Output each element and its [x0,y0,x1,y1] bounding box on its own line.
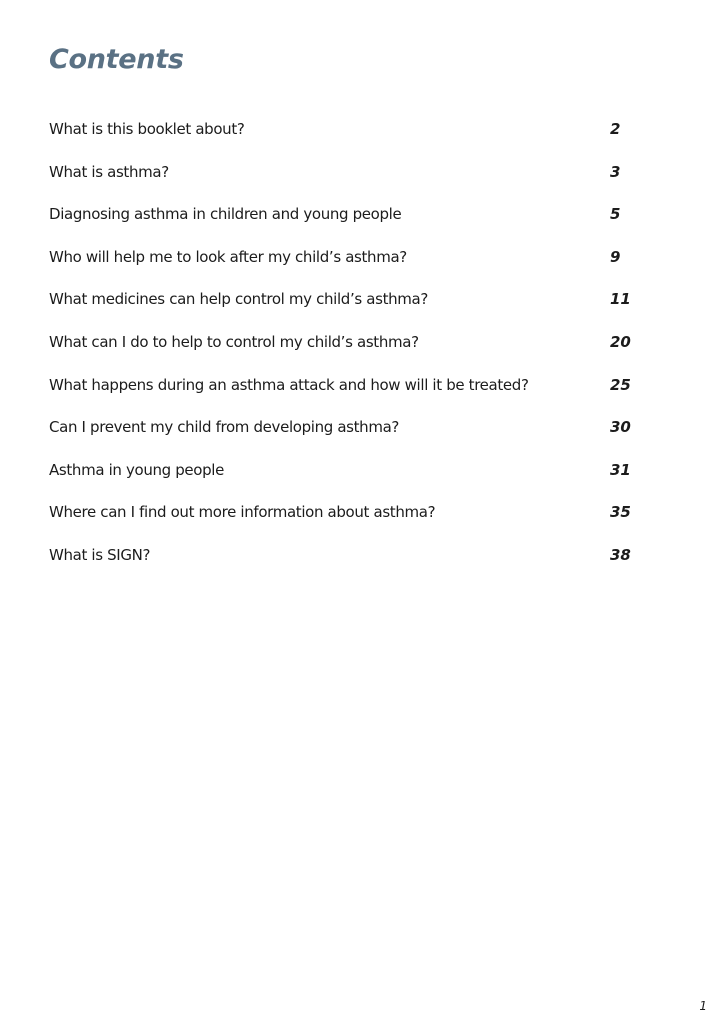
toc-entry-page-number: 3 [610,162,621,181]
toc-entry-label: Diagnosing asthma in children and young people [49,205,402,224]
toc-entry-label: Where can I find out more information about asthma? [49,503,436,522]
toc-entry-page-number: 11 [610,290,631,309]
toc-entry-diagnosing-asthma[interactable] [49,202,649,245]
toc-entry-what-is-asthma[interactable] [49,160,649,203]
toc-entry-label: Asthma in young people [49,460,224,479]
page-title: Contents [49,44,184,75]
toc-entry-prevent-asthma[interactable] [49,415,649,458]
toc-entry-page-number: 35 [610,503,631,522]
toc-entry-page-number: 9 [610,247,621,266]
toc-entry-label: What is SIGN? [49,545,151,564]
toc-entry-label: What is this booklet about? [49,120,245,138]
toc-entry-page-number: 38 [610,545,631,564]
toc-entry-what-is-sign[interactable] [49,543,649,586]
toc-entry-booklet-about[interactable] [49,117,649,160]
page-number: 1 [699,999,707,1013]
toc-entry-page-number: 31 [610,460,631,479]
toc-entry-page-number: 2 [610,120,621,138]
toc-entry-label: What can I do to help to control my child’s asthma? [49,332,419,351]
toc-entry-who-will-help[interactable] [49,245,649,288]
toc-entry-label: Who will help me to look after my child’s asthma? [49,247,407,266]
toc-entry-page-number: 25 [610,375,631,394]
toc-entry-page-number: 5 [610,205,621,224]
toc-entry-label: Can I prevent my child from developing asthma? [49,418,400,437]
toc-entry-label: What medicines can help control my child’s asthma? [49,290,428,309]
toc-entry-label: What happens during an asthma attack and how will it be treated? [49,375,529,394]
toc-entry-more-information[interactable] [49,500,649,543]
table-of-contents [49,117,649,586]
toc-entry-page-number: 30 [610,418,631,437]
toc-entry-young-people[interactable] [49,458,649,501]
toc-entry-asthma-attack[interactable] [49,373,649,416]
toc-entry-page-number: 20 [610,332,631,351]
toc-entry-medicines[interactable] [49,287,649,330]
toc-entry-help-control[interactable] [49,330,649,373]
toc-entry-label: What is asthma? [49,162,169,181]
